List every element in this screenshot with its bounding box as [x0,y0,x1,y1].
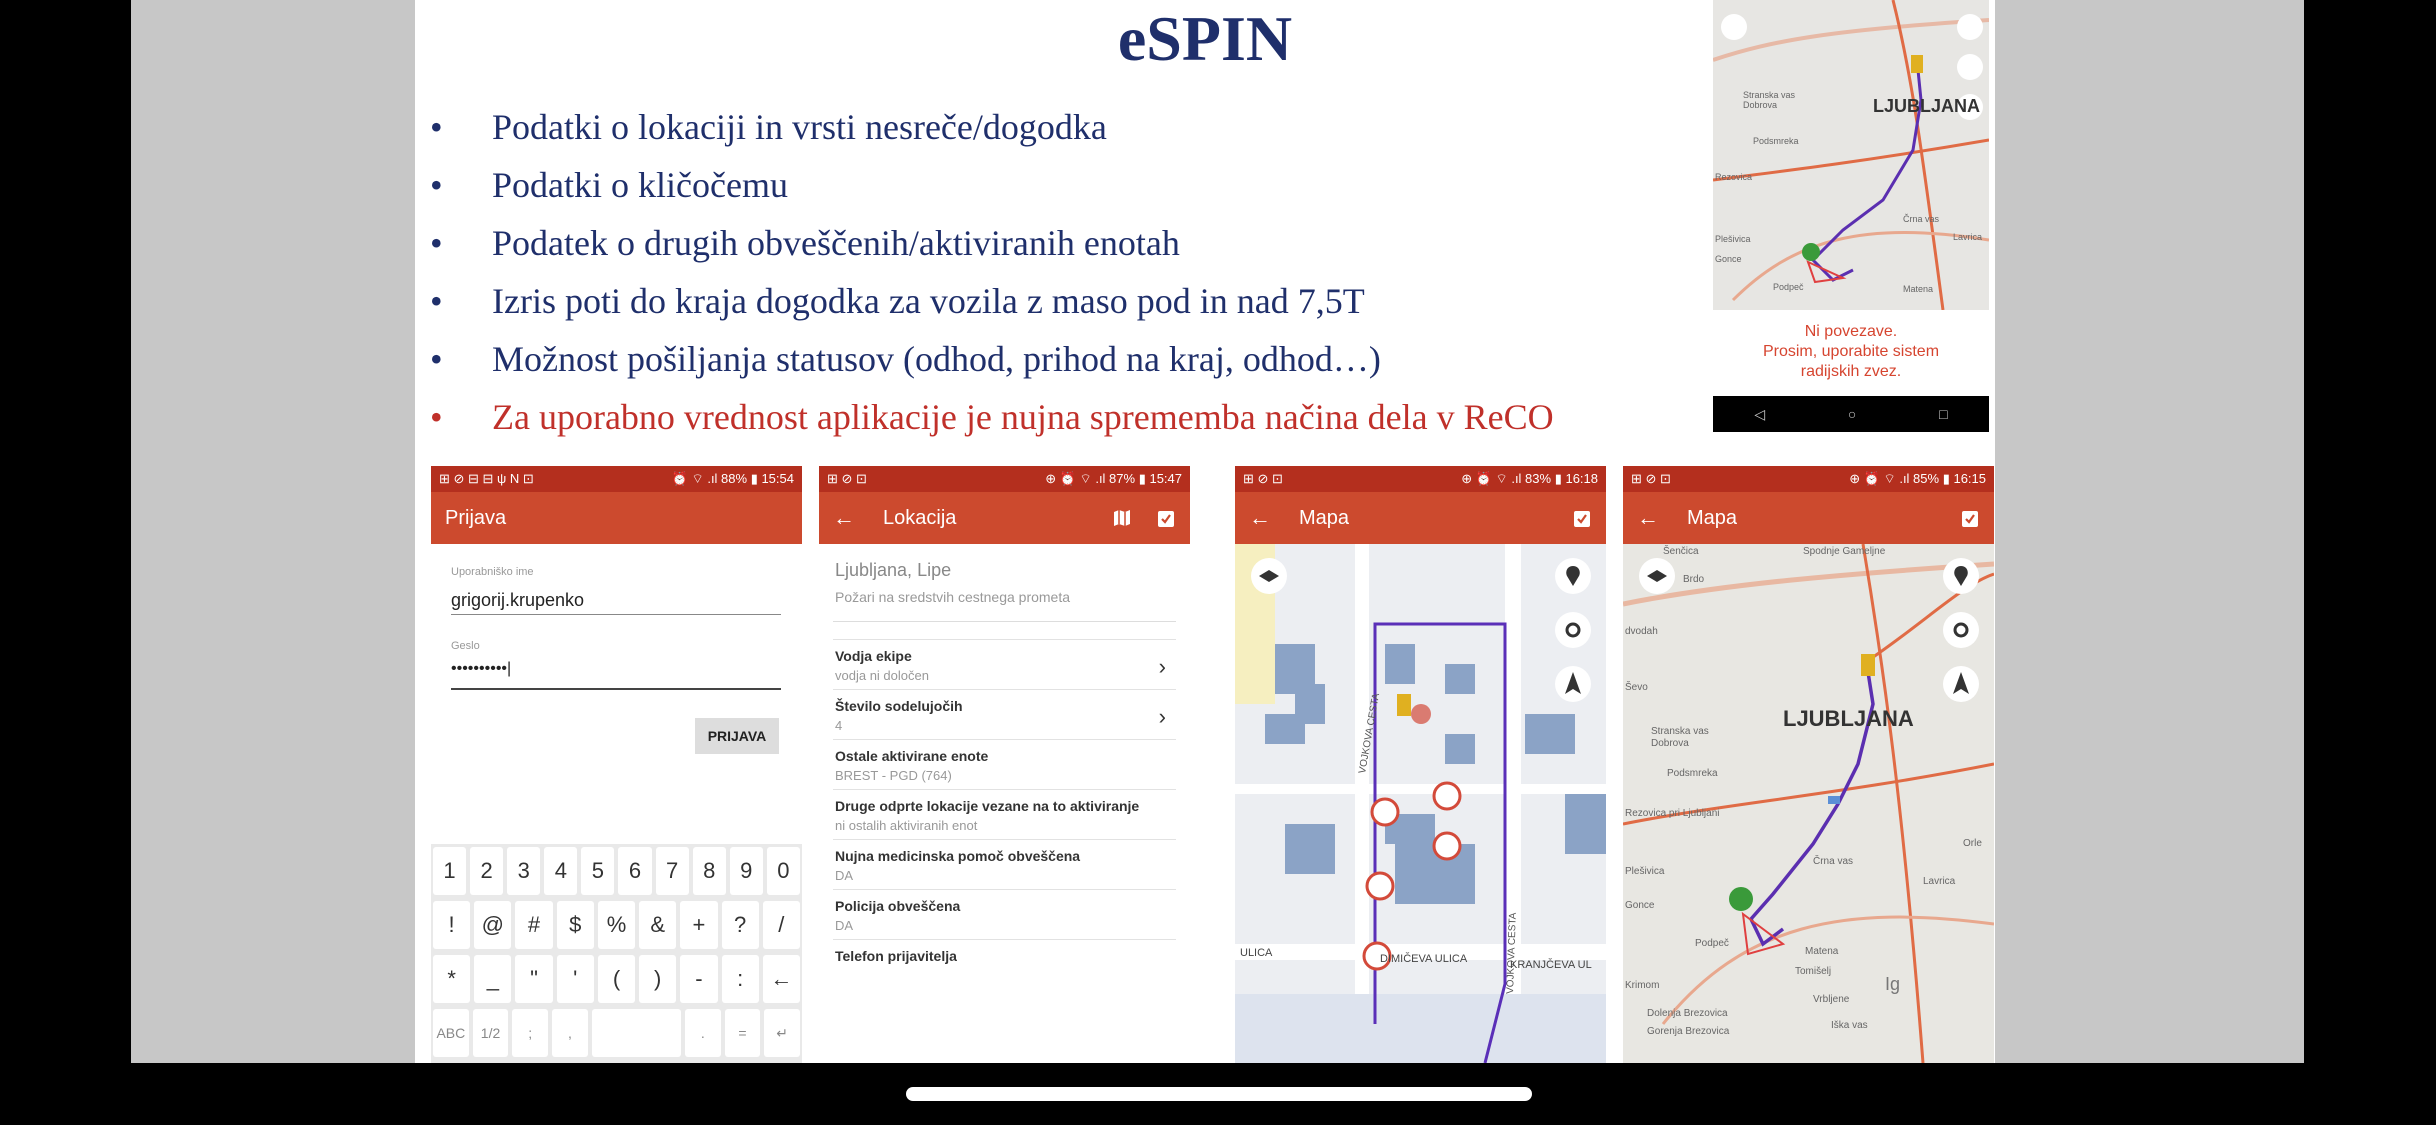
region-place: Matena [1805,946,1839,957]
bullet-item: • Podatki o kličočemu [430,165,788,205]
key[interactable]: 2 [470,847,503,895]
map-thumbnail [1713,0,1989,432]
thumb-place: Gonce [1715,254,1742,264]
no-connection-message: Ni povezave. Prosim, uporabite sistem radijskih zvez. [1762,323,1940,380]
street-label: VOJKOVA CESTA [1505,912,1519,995]
recents-nav-icon[interactable]: □ [1939,406,1948,422]
region-place: Ig [1885,974,1901,994]
thumb-place: Matena [1903,284,1934,294]
region-place: Lavrica [1923,876,1956,887]
region-place: Črna vas [1813,856,1854,867]
region-place: Gorenja Brezovica [1647,1026,1730,1037]
username-input[interactable]: grigorij.krupenko [451,590,585,610]
key[interactable]: ( [598,955,635,1003]
status-bar: ⊞ ⊘ ⊡ ⊕ ⏰ ⌔ .ıl 83% ▮ 16:18 [1235,466,1606,492]
key[interactable]: / [763,901,800,949]
back-nav-icon[interactable]: ◁ [1754,405,1766,422]
login-button[interactable]: PRIJAVA [695,718,779,754]
region-place: Dobrova [1651,738,1689,749]
backspace-key[interactable]: ← [763,955,800,1003]
key[interactable]: ! [433,901,470,949]
region-place: Rezovica pri Ljubljani [1625,808,1720,819]
divider [833,622,1176,640]
key[interactable]: * [433,955,470,1003]
keyboard-row [431,844,802,898]
keyboard-row [431,1006,802,1060]
back-arrow-icon[interactable]: ← [833,505,855,530]
thumb-place: Črna vas [1903,214,1940,224]
username-label: Uporabniško ime [451,566,534,578]
status-bar: ⊞ ⊘ ⊡ ⊕ ⏰ ⌔ .ıl 87% ▮ 15:47 [819,466,1190,492]
keyboard-row [431,952,802,1006]
status-bar: ⊞ ⊘ ⊟ ⊟ ψ N ⊡ ⏰ ⌔ .ıl 88% ▮ 15:54 [431,466,802,492]
region-place: Krimom [1625,980,1660,991]
android-nav-bar [1713,396,1989,432]
city-map[interactable] [1235,544,1606,1063]
bullet-item-highlight: • Za uporabno vrednost aplikacije je nujna sprememba načina dela v ReCO [430,397,1554,437]
key[interactable]: : [722,955,759,1003]
region-place: Tomišelj [1795,966,1832,977]
region-place: Spodnje Gameljne [1803,546,1886,557]
key[interactable]: 1 [433,847,466,895]
region-place: Brdo [1683,574,1705,585]
thumb-city-label: LJUBLJANA [1873,96,1981,116]
thumb-place: Podsmreka [1753,136,1799,146]
clipboard-check-icon[interactable] [1156,508,1176,528]
key[interactable]: 4 [544,847,577,895]
bullet-item: • Možnost pošiljanja statusov (odhod, prihod na kraj, odhod…) [430,339,1381,379]
key[interactable]: $ [557,901,594,949]
region-place: Stranska vas [1651,726,1709,737]
key[interactable]: 5 [581,847,614,895]
thumb-place: Dobrova [1743,100,1778,110]
region-place: Podpeč [1695,938,1729,949]
clipboard-check-icon[interactable] [1960,508,1980,528]
key[interactable]: ; [512,1009,548,1057]
map-icon[interactable] [1112,508,1132,528]
password-label: Geslo [451,640,480,652]
app-bar [431,492,802,544]
thumbnail-map [1713,0,1989,310]
region-place: Plešivica [1625,866,1665,877]
key[interactable]: ' [557,955,594,1003]
login-screen [431,466,802,1063]
key[interactable]: & [639,901,676,949]
bullet-item: • Izris poti do kraja dogodka za vozila z maso pod in nad 7,5T [430,281,1365,321]
participants-row[interactable]: Število sodelujočih 4 › [833,690,1176,740]
bullet-list [415,98,1715,446]
password-underline [451,688,781,690]
locate-icon[interactable] [1943,612,1979,648]
map-screen-region [1623,466,1994,1063]
key[interactable]: 0 [767,847,800,895]
region-place: Vrbljene [1813,994,1850,1005]
on-screen-keyboard [431,844,802,1063]
app-bar-title: Lokacija [883,506,957,529]
key[interactable]: " [515,955,552,1003]
presentation-slide [415,0,1995,1063]
status-bar: ⊞ ⊘ ⊡ ⊕ ⏰ ⌔ .ıl 85% ▮ 16:15 [1623,466,1994,492]
home-indicator[interactable] [906,1087,1532,1101]
region-place: Iška vas [1831,1020,1868,1031]
key[interactable]: % [598,901,635,949]
info-row: Ostale aktivirane enote BREST - PGD (764) [833,740,1176,790]
key[interactable]: ABC [433,1009,469,1057]
key[interactable]: 3 [507,847,540,895]
region-place: Orle [1963,838,1982,849]
username-underline [451,614,781,615]
info-row: Policija obveščena DA [833,890,1176,940]
key[interactable]: @ [474,901,511,949]
key[interactable]: 8 [693,847,726,895]
key[interactable]: 7 [656,847,689,895]
app-bar-title: Prijava [445,506,507,529]
chevron-right-icon: › [1158,704,1166,729]
password-input[interactable]: ••••••••••| [451,660,512,677]
locate-icon[interactable] [1555,612,1591,648]
clipboard-check-icon[interactable] [1572,508,1592,528]
keyboard-row [431,898,802,952]
enter-key[interactable]: ↵ [764,1009,800,1057]
thumb-place: Podpeč [1773,282,1804,292]
key[interactable]: ? [722,901,759,949]
key[interactable]: = [725,1009,761,1057]
space-key[interactable] [592,1009,681,1057]
key[interactable]: - [680,955,717,1003]
info-row: Nujna medicinska pomoč obveščena DA [833,840,1176,890]
thumb-place: Rezovica [1715,172,1753,182]
street-label: DIMIČEVA ULICA [1380,953,1468,965]
region-place: Dolenja Brezovica [1647,1008,1728,1019]
key[interactable]: + [680,901,717,949]
info-row: Druge odprte lokacije vezane na to aktiviranje ni ostalih aktiviranih enot [833,790,1176,840]
region-place: Šenčica [1663,546,1699,557]
event-address: Ljubljana, Lipe [835,560,952,580]
region-place: Gonce [1625,900,1655,911]
street-label: ULICA [1240,947,1273,959]
info-row: Telefon prijavitelja [835,948,957,964]
key[interactable]: ) [639,955,676,1003]
app-bar [819,492,1190,544]
key[interactable]: , [552,1009,588,1057]
bullet-item: • Podatek o drugih obveščenih/aktiviranih enotah [430,223,1180,263]
key[interactable]: # [515,901,552,949]
slide-title: eSPIN [1117,3,1293,74]
app-bar-title: Mapa [1687,506,1738,529]
back-arrow-icon[interactable]: ← [1637,505,1659,530]
back-arrow-icon[interactable]: ← [1249,505,1271,530]
home-nav-icon[interactable]: ○ [1847,406,1857,422]
app-bar-title: Mapa [1299,506,1350,529]
key[interactable]: 9 [730,847,763,895]
team-leader-row[interactable]: Vodja ekipe vodja ni določen › [833,640,1176,690]
region-place: dvodah [1625,626,1658,637]
chevron-right-icon: › [1158,654,1166,679]
thumb-place: Plešivica [1715,234,1751,244]
key[interactable]: 1/2 [473,1009,509,1057]
region-place: Podsmreka [1667,768,1718,779]
key[interactable]: _ [474,955,511,1003]
map-screen-city [1235,466,1606,1063]
bullet-item: • Podatki o lokaciji in vrsti nesreče/dogodka [430,107,1107,147]
thumb-place: Lavrica [1953,232,1983,242]
street-label: KRANJČEVA UL [1510,959,1592,971]
region-city-label: LJUBLJANA [1783,706,1914,731]
event-type: Požari na sredstvih cestnega prometa [833,585,1176,622]
region-map[interactable] [1623,544,1994,1063]
app-bar [1235,492,1606,544]
key[interactable]: . [685,1009,721,1057]
key[interactable]: 6 [618,847,651,895]
thumb-place: Stranska vas [1743,90,1796,100]
street-label: VOJKOVA CESTA [1357,692,1383,775]
location-screen [819,466,1190,1063]
region-place: Ševo [1625,682,1648,693]
app-bar [1623,492,1994,544]
